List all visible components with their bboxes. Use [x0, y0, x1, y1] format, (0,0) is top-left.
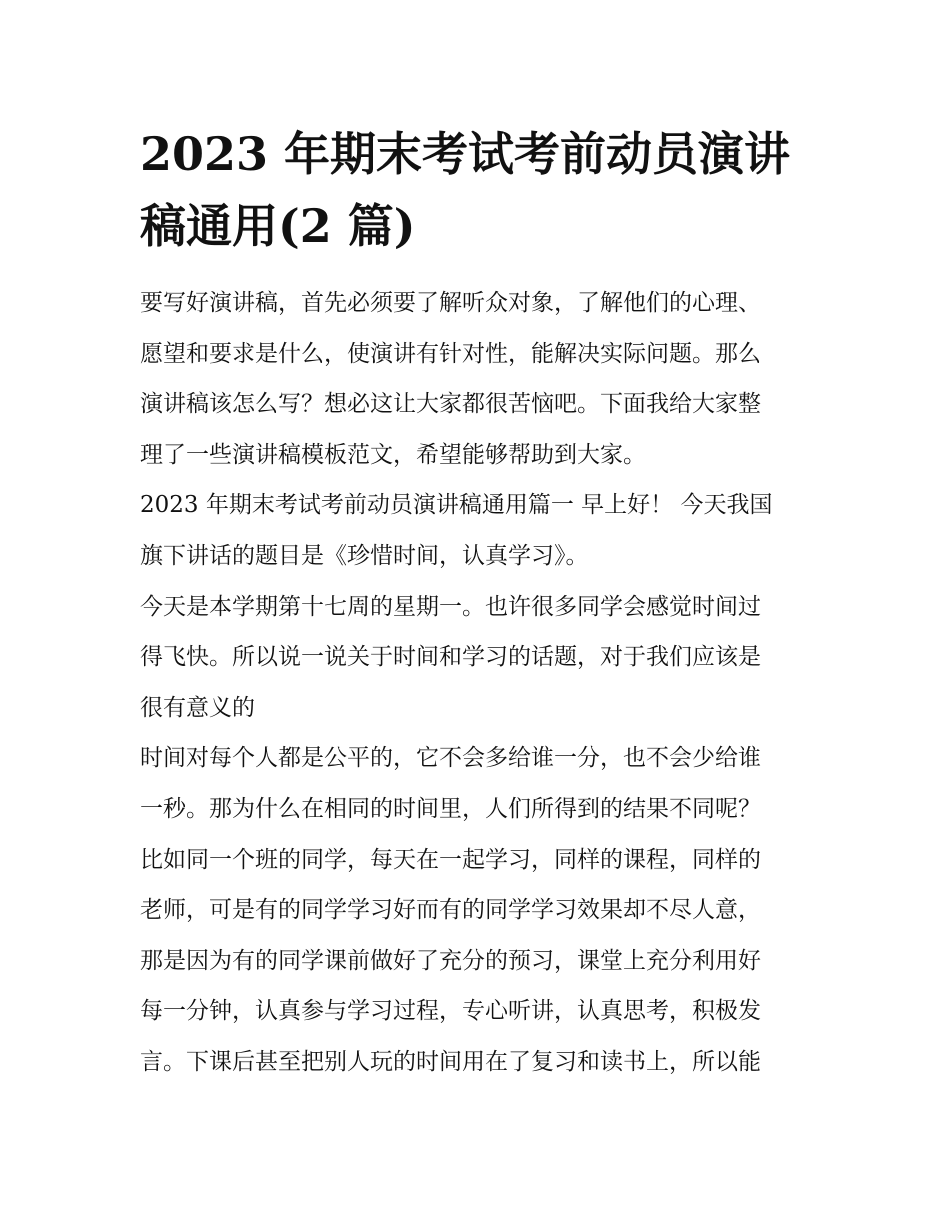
document-title	[140, 118, 820, 262]
body-line: 很有意义的	[140, 694, 255, 721]
body-line: 一秒。那为什么在相同的时间里，人们所得到的结果不同呢？	[140, 795, 761, 822]
body-line: 今天是本学期第十七周的星期一。也许很多同学会感觉时间过	[140, 593, 761, 620]
title-line: 2023 年期末考试考前动员演讲	[140, 127, 791, 181]
body-line: 时间对每个人都是公平的，它不会多给谁一分，也不会少给谁	[140, 745, 761, 772]
body-line: 每一分钟，认真参与学习过程，专心听讲，认真思考，积极发	[140, 998, 761, 1025]
body-line: 2023 年期末考试考前动员演讲稿通用篇一 早上好！ 今天我国	[140, 492, 773, 519]
body-line: 理了一些演讲稿模板范文，希望能够帮助到大家。	[140, 441, 646, 468]
body-line: 那是因为有的同学课前做好了充分的预习，课堂上充分利用好	[140, 947, 761, 974]
body-line: 要写好演讲稿，首先必须要了解听众对象，了解他们的心理、	[140, 290, 761, 316]
body-line: 言。下课后甚至把别人玩的时间用在了复习和读书上，所以能	[140, 1048, 761, 1075]
body-line: 演讲稿该怎么写？想必这让大家都很苦恼吧。下面我给大家整	[140, 391, 761, 418]
body-line: 得飞快。所以说一说关于时间和学习的话题，对于我们应该是	[140, 644, 761, 671]
document-body	[140, 278, 820, 1088]
title-line: 稿通用(2 篇)	[140, 199, 416, 253]
body-line: 旗下讲话的题目是《珍惜时间，认真学习》。	[140, 542, 589, 569]
body-line: 老师，可是有的同学学习好而有的同学学习效果却不尽人意，	[140, 897, 761, 924]
body-line: 比如同一个班的同学，每天在一起学习，同样的课程，同样的	[140, 846, 761, 873]
body-line: 愿望和要求是什么，使演讲有针对性，能解决实际问题。那么	[140, 340, 761, 367]
